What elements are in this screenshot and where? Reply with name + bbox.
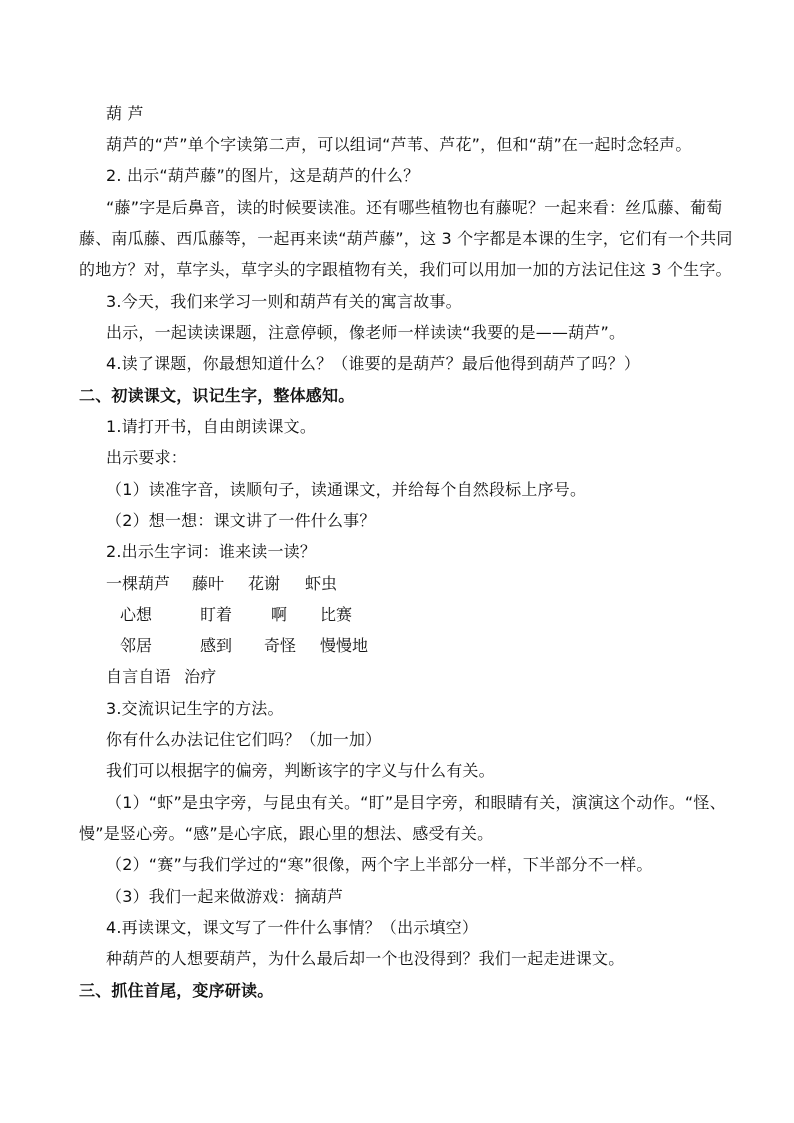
paragraph-radicals: 我们可以根据字的偏旁，判断该字的字义与什么有关。 xyxy=(106,761,495,780)
radical-note-3-game: （3）我们一起来做游戏：摘葫芦 xyxy=(106,887,344,906)
vocab-word: 邻居 xyxy=(120,636,153,655)
step-4-reread: 4.再读课文，课文写了一件什么事情？（出示填空） xyxy=(106,918,479,937)
requirement-1: （1）读准字音，读顺句子，读通课文，并给每个自然段标上序号。 xyxy=(106,480,587,499)
paragraph-title-reading: 出示，一起读读课题，注意停顿，像老师一样读读“我要的是——葫芦”。 xyxy=(106,323,626,342)
vocab-word: 盯着 xyxy=(200,605,233,624)
requirements-label: 出示要求： xyxy=(106,448,188,467)
paragraph-vine-line-2: 藤、南瓜藤、西瓜藤等，一起再来读“葫芦藤”，这 3 个字都是本课的生字，它们有一个共同 xyxy=(79,229,733,248)
vocab-word: 虾虫 xyxy=(305,574,338,593)
paragraph-vine-line-1: “藤”字是后鼻音，读的时候要读准。还有哪些植物也有藤呢？一起来看：丝瓜藤、葡萄 xyxy=(106,198,723,217)
vocab-word: 花谢 xyxy=(248,574,281,593)
paragraph-vine-line-3: 的地方？对，草字头，草字头的字跟植物有关，我们可以用加一加的方法记住这 3 个生字。 xyxy=(79,260,732,279)
vocab-word: 慢慢地 xyxy=(320,636,369,655)
vocab-word: 啊 xyxy=(271,605,288,624)
step-2-vine-picture: 2. 出示“葫芦藤”的图片，这是葫芦的什么？ xyxy=(106,166,420,185)
paragraph-lu-tone: 葫芦的“芦”单个字读第二声，可以组词“芦苇、芦花”，但和“葫”在一起时念轻声。 xyxy=(106,135,692,154)
vocab-word: 奇怪 xyxy=(264,636,297,655)
heading-hulu: 葫 芦 xyxy=(106,104,144,123)
vocab-word: 藤叶 xyxy=(192,574,225,593)
radical-note-2: （2）“赛”与我们学过的“寒”很像，两个字上半部分一样，下半部分不一样。 xyxy=(106,855,653,874)
step-3-memory-methods: 3.交流识记生字的方法。 xyxy=(106,699,284,718)
paragraph-how-remember: 你有什么办法记住它们吗？（加一加） xyxy=(106,730,382,749)
vocab-word: 一棵葫芦 xyxy=(106,574,171,593)
radical-note-1-line-1: （1）“虾”是虫字旁，与昆虫有关。“盯”是目字旁，和眼睛有关，演演这个动作。“怪、 xyxy=(106,793,726,812)
step-2-new-words: 2.出示生字词：谁来读一读？ xyxy=(106,542,317,561)
step-4-questions: 4.读了课题，你最想知道什么？（谁要的是葫芦？最后他得到葫芦了吗？） xyxy=(106,354,641,373)
paragraph-why-no-gourd: 种葫芦的人想要葫芦，为什么最后却一个也没得到？我们一起走进课文。 xyxy=(106,949,625,968)
step-3-fable: 3.今天，我们来学习一则和葫芦有关的寓言故事。 xyxy=(106,292,462,311)
section-3-heading: 三、抓住首尾，变序研读。 xyxy=(79,981,274,1000)
vocab-word: 感到 xyxy=(200,636,233,655)
step-1-open-book: 1.请打开书，自由朗读课文。 xyxy=(106,417,317,436)
section-2-heading: 二、初读课文，识记生字，整体感知。 xyxy=(79,386,355,405)
vocab-word: 比赛 xyxy=(320,605,353,624)
radical-note-1-line-2: 慢”是竖心旁。“感”是心字底，跟心里的想法、感受有关。 xyxy=(79,824,494,843)
requirement-2: （2）想一想：课文讲了一件什么事？ xyxy=(106,511,376,530)
vocab-word: 心想 xyxy=(120,605,153,624)
vocab-row-4: 自言自语 治疗 xyxy=(106,667,217,686)
